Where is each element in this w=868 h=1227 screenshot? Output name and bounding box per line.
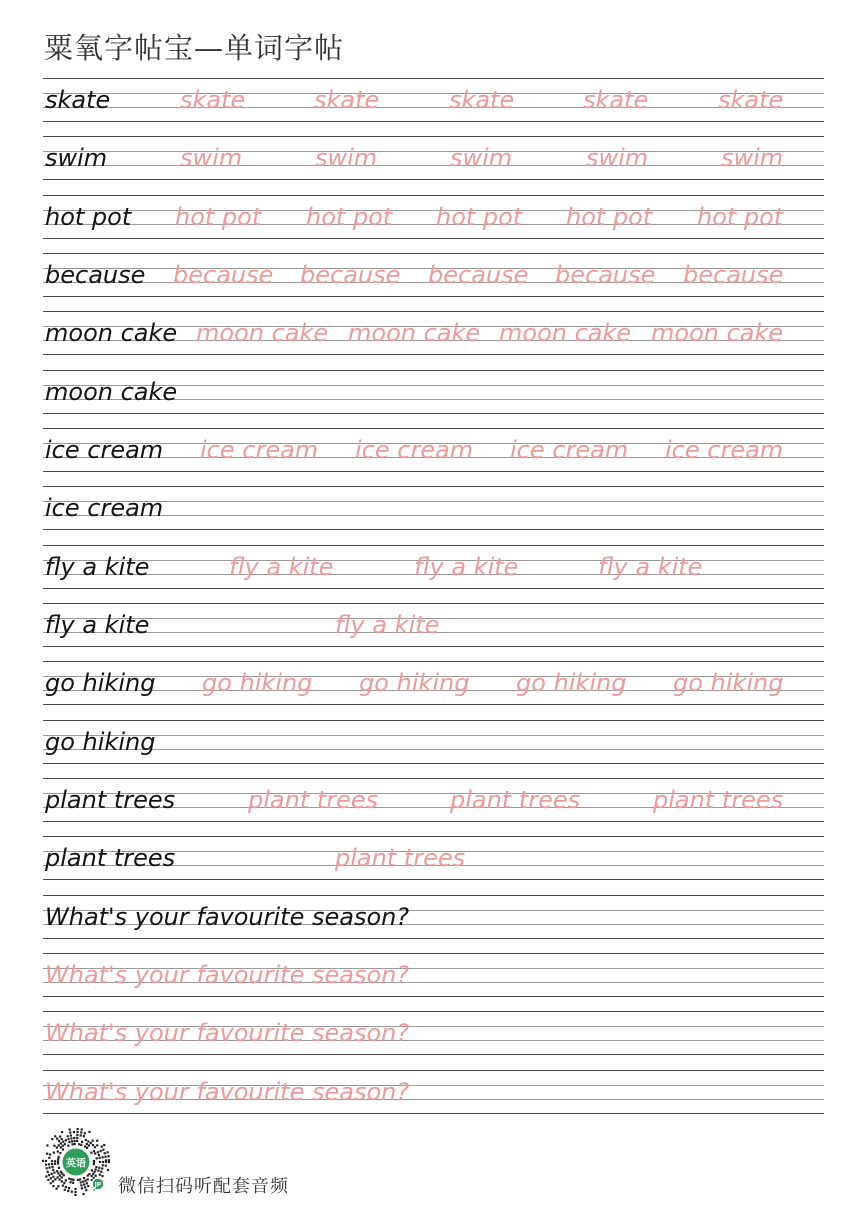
qr-dot bbox=[107, 1155, 109, 1157]
practice-row bbox=[43, 545, 824, 589]
qr-dot bbox=[70, 1134, 72, 1136]
qr-dot bbox=[106, 1151, 108, 1153]
qr-dot bbox=[57, 1160, 59, 1162]
qr-dot bbox=[96, 1144, 98, 1146]
qr-dot bbox=[91, 1169, 93, 1171]
qr-dot bbox=[101, 1156, 103, 1158]
qr-dot bbox=[80, 1181, 82, 1183]
qr-dot bbox=[73, 1131, 75, 1133]
guide-line bbox=[43, 1070, 824, 1071]
qr-dot bbox=[56, 1138, 58, 1140]
trace-word: hot pot bbox=[697, 203, 784, 231]
qr-dot bbox=[102, 1164, 104, 1166]
trace-word: What's your favourite season? bbox=[45, 1078, 410, 1106]
model-word: moon cake bbox=[45, 378, 178, 406]
model-word: ice cream bbox=[45, 436, 164, 464]
qr-dot bbox=[63, 1182, 65, 1184]
qr-dot bbox=[91, 1175, 93, 1177]
model-word: What's your favourite season? bbox=[45, 903, 410, 931]
qr-dot bbox=[92, 1144, 94, 1146]
qr-dot bbox=[53, 1171, 55, 1173]
practice-row bbox=[43, 1070, 824, 1114]
qr-dot bbox=[61, 1180, 63, 1182]
trace-word: fly a kite bbox=[335, 611, 440, 639]
trace-word: fly a kite bbox=[414, 553, 519, 581]
practice-row bbox=[43, 603, 824, 647]
qr-dot bbox=[57, 1158, 59, 1160]
trace-word: plant trees bbox=[450, 786, 581, 814]
qr-dot bbox=[101, 1145, 103, 1147]
qr-dot bbox=[59, 1174, 61, 1176]
guide-line bbox=[43, 778, 824, 779]
qr-dot bbox=[54, 1160, 56, 1162]
qr-dot bbox=[76, 1134, 78, 1136]
trace-word: because bbox=[173, 261, 274, 289]
trace-word: hot pot bbox=[306, 203, 393, 231]
qr-dot bbox=[76, 1137, 78, 1139]
qr-dot bbox=[99, 1157, 101, 1159]
qr-dot bbox=[53, 1152, 55, 1154]
trace-word: go hiking bbox=[516, 669, 627, 697]
qr-dot bbox=[69, 1131, 71, 1133]
qr-dot bbox=[56, 1188, 58, 1190]
trace-word: because bbox=[683, 261, 784, 289]
model-word: plant trees bbox=[45, 844, 176, 872]
trace-word: moon cake bbox=[196, 319, 329, 347]
trace-word: swim bbox=[180, 144, 243, 172]
qr-dot bbox=[99, 1174, 101, 1176]
model-word: moon cake bbox=[45, 319, 178, 347]
guide-line bbox=[43, 1011, 824, 1012]
qr-dot bbox=[58, 1144, 60, 1146]
qr-dot bbox=[52, 1176, 54, 1178]
guide-line bbox=[43, 413, 824, 414]
qr-dot bbox=[81, 1141, 83, 1143]
qr-dot bbox=[50, 1182, 52, 1184]
guide-line bbox=[43, 311, 824, 312]
qr-dot bbox=[101, 1175, 103, 1177]
qr-dot bbox=[69, 1129, 71, 1131]
qr-dot bbox=[58, 1167, 60, 1169]
qr-dot bbox=[92, 1173, 94, 1175]
qr-dot bbox=[74, 1194, 76, 1196]
trace-word: plant trees bbox=[248, 786, 379, 814]
qr-dot bbox=[87, 1174, 89, 1176]
qr-dot bbox=[93, 1150, 95, 1152]
qr-dot bbox=[74, 1191, 76, 1193]
qr-dot bbox=[80, 1134, 82, 1136]
guide-line bbox=[43, 370, 824, 371]
qr-dot bbox=[94, 1152, 96, 1154]
guide-line bbox=[43, 603, 824, 604]
qr-dot bbox=[87, 1178, 89, 1180]
qr-dot bbox=[51, 1173, 53, 1175]
qr-dot bbox=[70, 1137, 72, 1139]
practice-row bbox=[43, 486, 824, 530]
qr-dot bbox=[59, 1135, 61, 1137]
guide-line bbox=[43, 136, 824, 137]
qr-dot bbox=[58, 1156, 60, 1158]
qr-dot bbox=[51, 1138, 53, 1140]
qr-dot bbox=[100, 1171, 102, 1173]
qr-dot bbox=[45, 1160, 47, 1162]
guide-line bbox=[43, 895, 824, 896]
qr-dot bbox=[81, 1128, 83, 1130]
guide-line bbox=[43, 720, 824, 721]
qr-dot bbox=[61, 1131, 63, 1133]
qr-dot bbox=[104, 1156, 106, 1158]
model-word: fly a kite bbox=[45, 611, 150, 639]
qr-dot bbox=[98, 1167, 100, 1169]
trace-word: hot pot bbox=[175, 203, 262, 231]
qr-dot bbox=[107, 1169, 109, 1171]
trace-word: swim bbox=[315, 144, 378, 172]
guide-line bbox=[43, 704, 824, 705]
trace-word: skate bbox=[449, 86, 515, 114]
qr-dot bbox=[45, 1175, 47, 1177]
trace-word: skate bbox=[180, 86, 246, 114]
qr-dot bbox=[46, 1167, 48, 1169]
model-word: hot pot bbox=[45, 203, 132, 231]
qr-dot bbox=[69, 1181, 71, 1183]
qr-dot bbox=[84, 1180, 86, 1182]
guide-line bbox=[43, 763, 824, 764]
qr-dot bbox=[88, 1131, 90, 1133]
guide-line bbox=[43, 296, 824, 297]
qr-dot bbox=[51, 1166, 53, 1168]
qr-dot bbox=[52, 1169, 54, 1171]
trace-word: skate bbox=[718, 86, 784, 114]
qr-dot bbox=[95, 1168, 97, 1170]
qr-dot bbox=[103, 1144, 105, 1146]
guide-line bbox=[43, 78, 824, 79]
qr-dot bbox=[77, 1179, 79, 1181]
qr-dot bbox=[65, 1186, 67, 1188]
guide-line bbox=[43, 1054, 824, 1055]
trace-word: moon cake bbox=[651, 319, 784, 347]
qr-dot bbox=[97, 1170, 99, 1172]
qr-dot bbox=[62, 1145, 64, 1147]
trace-word: hot pot bbox=[566, 203, 653, 231]
qr-dot bbox=[49, 1153, 51, 1155]
practice-row bbox=[43, 370, 824, 414]
qr-dot bbox=[96, 1157, 98, 1159]
qr-dot bbox=[83, 1183, 85, 1185]
trace-word: fly a kite bbox=[229, 553, 334, 581]
practice-row bbox=[43, 195, 824, 239]
qr-dot bbox=[60, 1142, 62, 1144]
qr-dot bbox=[57, 1150, 59, 1152]
qr-dot bbox=[83, 1135, 85, 1137]
guide-line bbox=[43, 996, 824, 997]
qr-dot bbox=[93, 1163, 95, 1165]
qr-badge-label: JP bbox=[94, 1181, 102, 1189]
qr-dot bbox=[77, 1128, 79, 1130]
qr-dot bbox=[59, 1178, 61, 1180]
trace-word: because bbox=[428, 261, 529, 289]
qr-dot bbox=[48, 1167, 50, 1169]
qr-dot bbox=[53, 1145, 55, 1147]
qr-dot bbox=[94, 1146, 96, 1148]
trace-word: ice cream bbox=[200, 436, 319, 464]
qr-dot bbox=[88, 1144, 90, 1146]
qr-dot bbox=[80, 1184, 82, 1186]
qr-dot bbox=[52, 1185, 54, 1187]
guide-line bbox=[43, 545, 824, 546]
qr-dot bbox=[104, 1152, 106, 1154]
qr-dot bbox=[48, 1174, 50, 1176]
page-title: 粟氧字帖宝—单词字帖 bbox=[44, 31, 345, 65]
qr-dot bbox=[42, 1160, 44, 1162]
trace-word: swim bbox=[450, 144, 513, 172]
qr-dot bbox=[82, 1181, 84, 1183]
qr-dot bbox=[68, 1187, 70, 1189]
qr-dot bbox=[100, 1150, 102, 1152]
qr-dot bbox=[84, 1186, 86, 1188]
guide-line bbox=[43, 821, 824, 822]
qr-dot bbox=[57, 1172, 59, 1174]
qr-dot bbox=[51, 1160, 53, 1162]
qr-dot bbox=[97, 1151, 99, 1153]
qr-dot bbox=[46, 1153, 48, 1155]
qr-dot bbox=[90, 1152, 92, 1154]
trace-word: hot pot bbox=[436, 203, 523, 231]
qr-dot bbox=[58, 1140, 60, 1142]
qr-dot bbox=[62, 1141, 64, 1143]
qr-dot bbox=[64, 1189, 66, 1191]
qr-dot bbox=[80, 1131, 82, 1133]
guide-line bbox=[43, 938, 824, 939]
qr-dot bbox=[74, 1188, 76, 1190]
guide-line bbox=[43, 661, 824, 662]
qr-dot bbox=[98, 1154, 100, 1156]
practice-row bbox=[43, 253, 824, 297]
qr-dot bbox=[57, 1185, 59, 1187]
trace-word: go hiking bbox=[673, 669, 784, 697]
guide-line bbox=[43, 879, 824, 880]
qr-dot bbox=[60, 1171, 62, 1173]
trace-word: swim bbox=[586, 144, 649, 172]
trace-word: because bbox=[555, 261, 656, 289]
trace-word: ice cream bbox=[665, 436, 784, 464]
model-word: go hiking bbox=[45, 669, 156, 697]
qr-dot bbox=[105, 1159, 107, 1161]
practice-row bbox=[43, 661, 824, 705]
qr-dot bbox=[68, 1141, 70, 1143]
guide-line bbox=[43, 953, 824, 954]
practice-row bbox=[43, 953, 824, 997]
trace-word: swim bbox=[721, 144, 784, 172]
qr-dot bbox=[67, 1135, 69, 1137]
qr-dot bbox=[78, 1143, 80, 1145]
qr-dot bbox=[86, 1147, 88, 1149]
trace-word: plant trees bbox=[335, 844, 466, 872]
qr-dot bbox=[83, 1177, 85, 1179]
trace-word: plant trees bbox=[653, 786, 784, 814]
qr-dot bbox=[74, 1143, 76, 1145]
qr-dot bbox=[48, 1157, 50, 1159]
qr-dot bbox=[64, 1143, 66, 1145]
qr-dot bbox=[84, 1132, 86, 1134]
qr-dot bbox=[71, 1140, 73, 1142]
qr-dot bbox=[72, 1182, 74, 1184]
model-word: plant trees bbox=[45, 786, 176, 814]
trace-word: fly a kite bbox=[598, 553, 703, 581]
qr-dot bbox=[54, 1163, 56, 1165]
model-word: because bbox=[45, 261, 146, 289]
guide-line bbox=[43, 428, 824, 429]
qr-dot bbox=[95, 1175, 97, 1177]
qr-dot bbox=[47, 1179, 49, 1181]
qr-dot bbox=[67, 1145, 69, 1147]
trace-word: go hiking bbox=[202, 669, 313, 697]
qr-dot bbox=[68, 1178, 70, 1180]
guide-line bbox=[43, 354, 824, 355]
guide-line bbox=[43, 238, 824, 239]
trace-word: because bbox=[300, 261, 401, 289]
qr-dot bbox=[85, 1189, 87, 1191]
trace-word: What's your favourite season? bbox=[45, 961, 410, 989]
practice-row bbox=[43, 836, 824, 880]
qr-dot bbox=[102, 1149, 104, 1151]
model-word: skate bbox=[45, 86, 111, 114]
practice-row bbox=[43, 78, 824, 122]
trace-word: skate bbox=[314, 86, 380, 114]
qr-code-icon[interactable] bbox=[40, 1126, 112, 1198]
qr-dot bbox=[47, 1171, 49, 1173]
footer bbox=[40, 1126, 340, 1200]
trace-word: go hiking bbox=[359, 669, 470, 697]
trace-word: ice cream bbox=[510, 436, 629, 464]
guide-line bbox=[43, 486, 824, 487]
qr-dot bbox=[54, 1178, 56, 1180]
guide-line bbox=[43, 195, 824, 196]
qr-dot bbox=[65, 1139, 67, 1141]
qr-dot bbox=[101, 1167, 103, 1169]
qr-dot bbox=[71, 1143, 73, 1145]
qr-dot bbox=[45, 1164, 47, 1166]
guide-line bbox=[43, 151, 824, 152]
guide-line bbox=[43, 735, 824, 736]
qr-dot bbox=[67, 1190, 69, 1192]
guide-line bbox=[43, 165, 824, 166]
qr-dot bbox=[57, 1176, 59, 1178]
trace-word: moon cake bbox=[348, 319, 481, 347]
guide-line bbox=[43, 93, 824, 94]
qr-dot bbox=[67, 1138, 69, 1140]
qr-dot bbox=[71, 1191, 73, 1193]
model-word: ice cream bbox=[45, 494, 164, 522]
guide-line bbox=[43, 471, 824, 472]
guide-line bbox=[43, 529, 824, 530]
qr-dot bbox=[86, 1182, 88, 1184]
qr-dot bbox=[51, 1163, 53, 1165]
qr-dot bbox=[73, 1140, 75, 1142]
trace-word: ice cream bbox=[355, 436, 474, 464]
qr-dot bbox=[56, 1146, 58, 1148]
trace-word: moon cake bbox=[499, 319, 632, 347]
practice-row bbox=[43, 1011, 824, 1055]
guide-line bbox=[43, 107, 824, 108]
guide-line bbox=[43, 749, 824, 750]
qr-dot bbox=[61, 1138, 63, 1140]
qr-dot bbox=[105, 1165, 107, 1167]
practice-row bbox=[43, 311, 824, 355]
qr-dot bbox=[85, 1139, 87, 1141]
model-word: go hiking bbox=[45, 728, 156, 756]
qr-dot bbox=[92, 1140, 94, 1142]
model-word: fly a kite bbox=[45, 553, 150, 581]
scan-instruction: 微信扫码听配套音频 bbox=[118, 1176, 289, 1197]
qr-dot bbox=[60, 1146, 62, 1148]
qr-dot bbox=[93, 1171, 95, 1173]
qr-dot bbox=[82, 1193, 84, 1195]
guide-line bbox=[43, 836, 824, 837]
qr-dot bbox=[57, 1162, 59, 1164]
qr-dot bbox=[76, 1140, 78, 1142]
qr-dot bbox=[65, 1179, 67, 1181]
qr-dot bbox=[86, 1143, 88, 1145]
practice-row bbox=[43, 428, 824, 472]
qr-dot bbox=[87, 1185, 89, 1187]
qr-dot bbox=[102, 1161, 104, 1163]
qr-dot bbox=[62, 1185, 64, 1187]
qr-dot bbox=[56, 1170, 58, 1172]
qr-logo-label: 英语 bbox=[66, 1158, 86, 1170]
guide-line bbox=[43, 179, 824, 180]
guide-line bbox=[43, 646, 824, 647]
qr-dot bbox=[93, 1160, 95, 1162]
qr-dot bbox=[52, 1180, 54, 1182]
guide-line bbox=[43, 121, 824, 122]
qr-dot bbox=[76, 1131, 78, 1133]
qr-dot bbox=[72, 1179, 74, 1181]
qr-dot bbox=[90, 1142, 92, 1144]
qr-dot bbox=[81, 1187, 83, 1189]
qr-dot bbox=[70, 1178, 72, 1180]
qr-dot bbox=[50, 1177, 52, 1179]
qr-dot bbox=[95, 1166, 97, 1168]
qr-dot bbox=[79, 1178, 81, 1180]
qr-dot bbox=[96, 1140, 98, 1142]
trace-word: skate bbox=[583, 86, 649, 114]
qr-dot bbox=[99, 1161, 101, 1163]
practice-row bbox=[43, 720, 824, 764]
practice-row bbox=[43, 895, 824, 939]
trace-word: What's your favourite season? bbox=[45, 1019, 410, 1047]
qr-dot bbox=[80, 1144, 82, 1146]
qr-dot bbox=[59, 1152, 61, 1154]
qr-dot bbox=[48, 1163, 50, 1165]
qr-dot bbox=[62, 1148, 64, 1150]
qr-dot bbox=[87, 1140, 89, 1142]
practice-row bbox=[43, 136, 824, 180]
guide-line bbox=[43, 253, 824, 254]
qr-dot bbox=[46, 1144, 48, 1146]
practice-row bbox=[43, 778, 824, 822]
guide-line bbox=[43, 1113, 824, 1114]
qr-dot bbox=[54, 1135, 56, 1137]
model-word: swim bbox=[45, 144, 108, 172]
guide-line bbox=[43, 588, 824, 589]
qr-dot bbox=[108, 1159, 110, 1161]
qr-dot bbox=[73, 1137, 75, 1139]
